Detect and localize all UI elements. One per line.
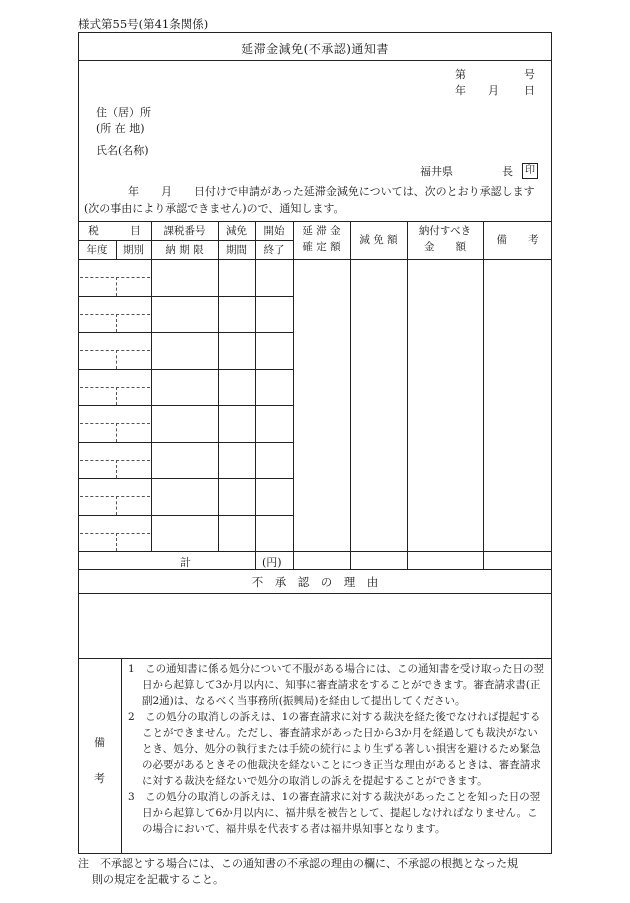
issuer-title: 長 xyxy=(502,165,513,178)
form-label: 様式第55号(第41条関係) xyxy=(78,17,209,31)
cell-vdash xyxy=(116,350,117,369)
cell-dash xyxy=(80,277,150,278)
notes-side-divider xyxy=(121,658,122,854)
header-kibetsu: 期別 xyxy=(123,244,144,256)
cell-vdash xyxy=(116,423,117,442)
note-item-1: 1 この通知書に係る処分について不服がある場合には、この通知書を受け取った日の翌日から起算して3か月以内に、知事に審査請求をすることができます。審査請求書(正副2通)は、なるべく当事務所(振興局)を経由して提出してください。 xyxy=(128,663,544,707)
date-month: 月 xyxy=(488,84,499,97)
header-genmen: 減免 xyxy=(226,225,247,237)
header-shuryo: 終了 xyxy=(263,244,285,256)
header-nofu-subeki: 納付すべき xyxy=(418,225,472,237)
cell-vdash xyxy=(116,460,117,478)
notice-body: 年 月 日付けで申請があった延滞金減免については、次のとおり承認します(次の事由により承認できません)ので、通知します。 xyxy=(84,185,535,215)
total-bottom-line xyxy=(78,569,552,570)
total-top-line xyxy=(78,551,552,552)
header-zeimoku: 税 目 xyxy=(88,225,141,237)
number-prefix: 第 xyxy=(455,68,466,81)
header-kingaku: 金 額 xyxy=(424,241,466,253)
form-title: 延滞金減免(不承認)通知書 xyxy=(241,42,389,56)
cell-vdash xyxy=(116,277,117,296)
cell-vdash xyxy=(116,387,117,405)
header-bottom-line xyxy=(78,259,552,260)
header-mid-line xyxy=(78,240,293,241)
cell-dash xyxy=(80,496,150,497)
reason-heading: 不 承 認 の 理 由 xyxy=(251,575,379,589)
col-line-kazei xyxy=(151,221,152,551)
header-kaishi: 開始 xyxy=(263,225,285,237)
col-line-biko xyxy=(483,221,484,569)
cell-dash xyxy=(80,533,150,534)
date-year: 年 xyxy=(455,84,466,97)
cell-dash xyxy=(80,423,150,424)
cell-vdash xyxy=(116,314,117,332)
cell-vdash xyxy=(116,533,117,551)
row-line xyxy=(78,478,293,479)
row-line xyxy=(78,332,293,333)
header-biko: 備 考 xyxy=(496,234,539,246)
col-line-kaishi xyxy=(255,221,256,569)
note-item-2: 2 この処分の取消しの訴えは、1の審査請求に対する裁決を経た後でなければ提起することができません。ただし、審査請求があった日から3か月を経過しても裁決がないとき、処分、処分の執行または手続の続行により生ずる著しい損害を避けるため緊急の必要があるときその他裁決を経ないことにつき正当な理由があるときは、審査請求に対する裁決を経ないで処分の取消しの訴えを提起することができます。 xyxy=(128,711,541,787)
col-line-entai xyxy=(293,221,294,569)
name-label: 氏名(名称) xyxy=(96,144,149,157)
header-kikan: 期間 xyxy=(226,244,247,256)
address-label: 住（居）所 xyxy=(96,106,151,119)
reason-divider xyxy=(78,593,552,594)
header-nendo: 年度 xyxy=(86,244,108,256)
date-day: 日 xyxy=(524,84,535,97)
row-line xyxy=(78,369,293,370)
total-label: 計 xyxy=(180,556,191,569)
row-line xyxy=(78,515,293,516)
cell-dash xyxy=(80,387,150,388)
col-line-genmen xyxy=(350,221,351,569)
col-line-nofu xyxy=(407,221,408,569)
footnote-line-1: 注 不承認とする場合には、この通知書の不承認の理由の欄に、不承認の根拠となった規 xyxy=(78,857,518,870)
notes-side-label-1: 備 xyxy=(94,736,105,749)
row-line xyxy=(78,405,293,406)
location-label: (所 在 地) xyxy=(96,122,145,135)
footnote-line-2: 則の規定を記載すること。 xyxy=(92,873,224,886)
col-line-kikan xyxy=(218,221,219,551)
header-kazei-bango: 課税番号 xyxy=(163,225,206,237)
cell-vdash xyxy=(116,496,117,515)
note-item-3: 3 この処分の取消しの訴えは、1の審査請求に対する裁決があったことを知った日の翌日から起算して6か月以内に、福井県を被告として、提起しなければなりません。この場合において、福井県を代表する者は福井県知事となります。 xyxy=(128,791,541,835)
notes-top-line xyxy=(78,658,552,659)
cell-dash xyxy=(80,460,150,461)
seal-mark: 印 xyxy=(522,163,538,179)
header-entaikin: 延 滞 金 xyxy=(302,225,341,237)
row-line xyxy=(78,296,293,297)
total-unit: (円) xyxy=(262,556,282,569)
notes-list xyxy=(128,661,548,837)
header-kakuteigaku: 確 定 額 xyxy=(302,241,341,253)
cell-dash xyxy=(80,314,150,315)
issuer-prefecture: 福井県 xyxy=(420,165,453,178)
header-genmengaku: 減 免 額 xyxy=(359,234,398,246)
cell-dash xyxy=(80,350,150,351)
notes-side-label-2: 考 xyxy=(94,772,105,785)
footnote xyxy=(78,856,552,888)
title-divider xyxy=(78,60,552,61)
number-suffix: 号 xyxy=(524,68,535,81)
header-nokigen: 納 期 限 xyxy=(165,244,204,256)
table-top-line xyxy=(78,221,552,222)
row-line xyxy=(78,442,293,443)
